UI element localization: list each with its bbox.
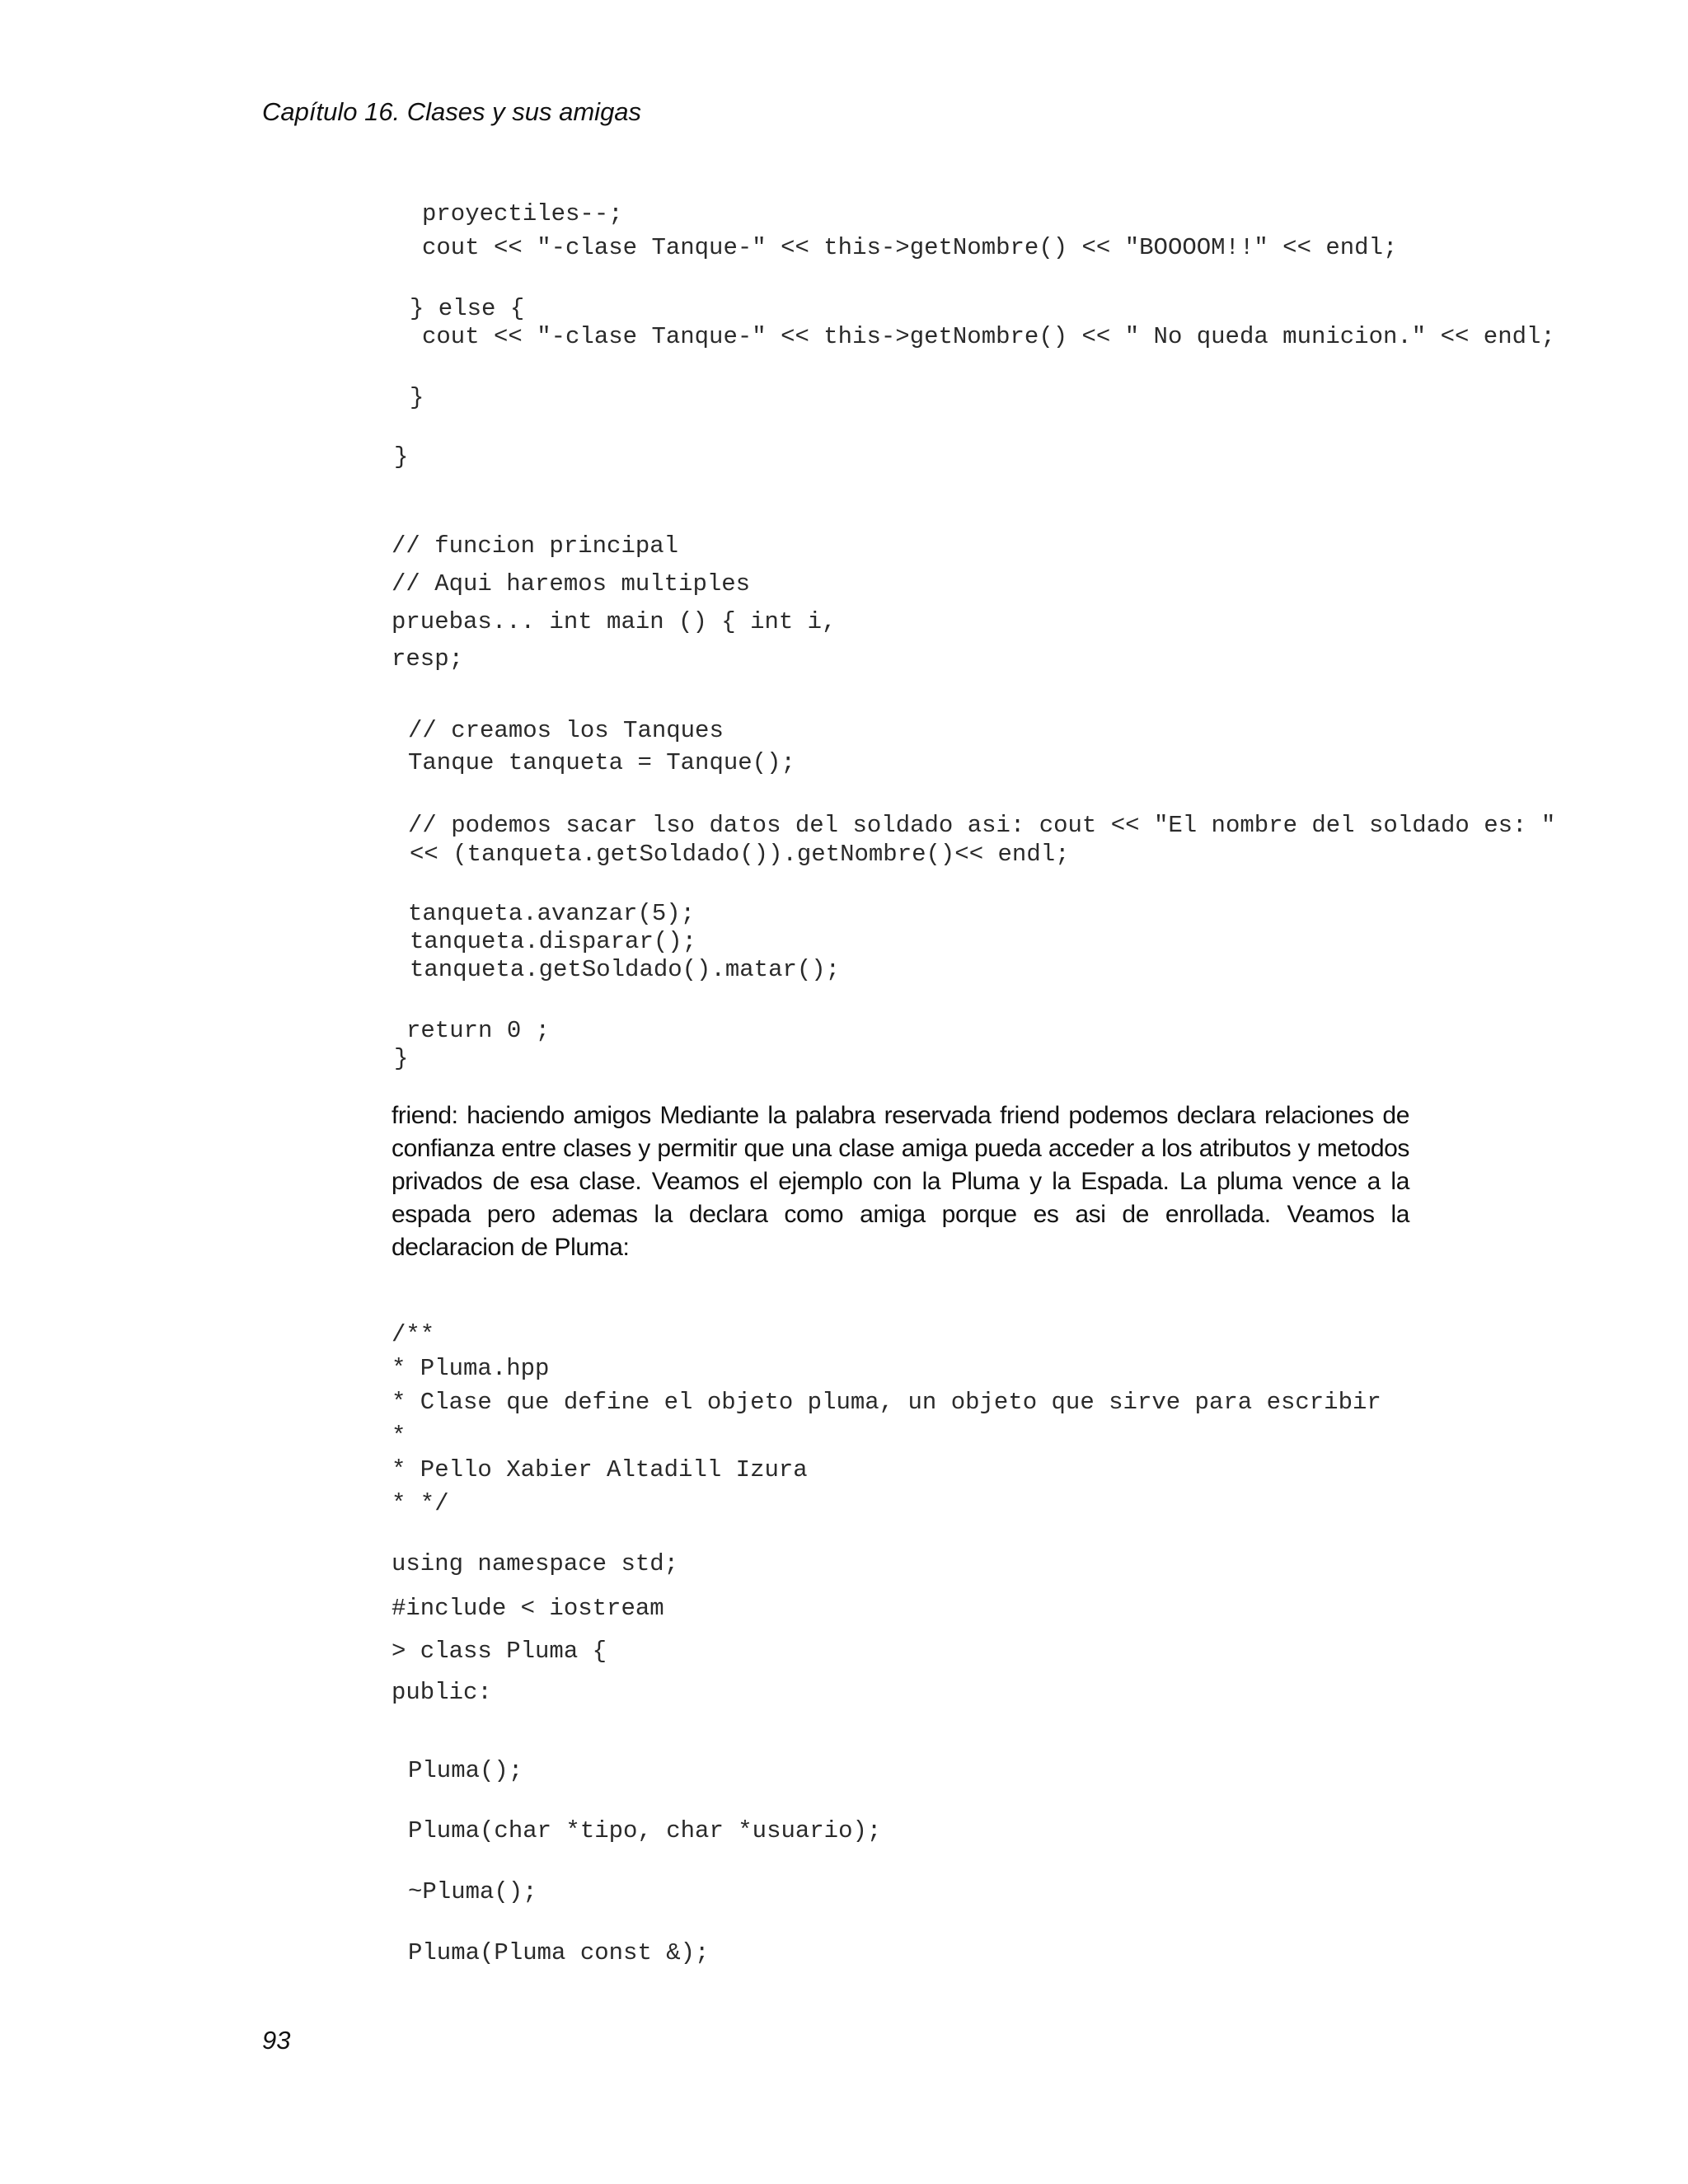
code-line: // creamos los Tanques — [408, 717, 724, 744]
code-line: using namespace std; — [392, 1550, 679, 1577]
code-line: // podemos sacar lso datos del soldado asi: cout << "El nombre del soldado es: " — [408, 812, 1556, 839]
code-line: Pluma(char *tipo, char *usuario); — [408, 1817, 882, 1844]
code-line: cout << "-clase Tanque-" << this->getNombre() << "BOOOOM!!" << endl; — [422, 234, 1398, 261]
code-line: > class Pluma { — [392, 1638, 607, 1665]
code-line: #include < iostream — [392, 1595, 664, 1622]
body-paragraph: friend: haciendo amigos Mediante la palabra reservada friend podemos declara relaciones de confianza entre clases y permitir que una clase amiga pueda acceder a los atributos y metodos privados de esa clase. Veamos el ejemplo con la Pluma y la Espada. La pluma vence a la espada pero ademas la declara como amiga porque es asi de enrollada. Veamos la declaracion de Pluma: — [392, 1102, 1409, 1261]
code-line: * — [392, 1422, 406, 1450]
code-line: Pluma(Pluma const &); — [408, 1939, 710, 1966]
code-line: } else { — [410, 295, 525, 322]
code-line: pruebas... int main () { int i, — [392, 608, 837, 635]
code-line: public: — [392, 1679, 492, 1706]
code-line: tanqueta.avanzar(5); — [408, 900, 696, 927]
code-line: } — [394, 443, 409, 471]
code-line: Tanque tanqueta = Tanque(); — [408, 749, 795, 776]
code-line: } — [410, 384, 424, 411]
chapter-header: Capítulo 16. Clases y sus amigas — [262, 97, 642, 126]
code-line: ~Pluma(); — [408, 1878, 537, 1905]
code-line: /** — [392, 1321, 435, 1348]
code-line: resp; — [392, 645, 464, 673]
code-line: * Pello Xabier Altadill Izura — [392, 1456, 808, 1483]
code-line: * Clase que define el objeto pluma, un objeto que sirve para escribir — [392, 1389, 1381, 1416]
code-line: * Pluma.hpp — [392, 1355, 550, 1382]
code-line: << (tanqueta.getSoldado()).getNombre()<< endl; — [410, 841, 1070, 868]
code-line: } — [394, 1045, 409, 1072]
code-line: // Aqui haremos multiples — [392, 570, 751, 598]
code-line: tanqueta.getSoldado().matar(); — [410, 956, 841, 983]
code-line: Pluma(); — [408, 1757, 523, 1784]
code-line: return 0 ; — [406, 1017, 551, 1044]
code-line: // funcion principal — [392, 532, 679, 560]
code-line: * */ — [392, 1490, 449, 1517]
code-line: cout << "-clase Tanque-" << this->getNombre() << " No queda municion." << endl; — [422, 323, 1555, 350]
code-line: tanqueta.disparar(); — [410, 928, 697, 955]
page-number: 93 — [262, 2026, 291, 2055]
code-line: proyectiles--; — [422, 200, 623, 227]
